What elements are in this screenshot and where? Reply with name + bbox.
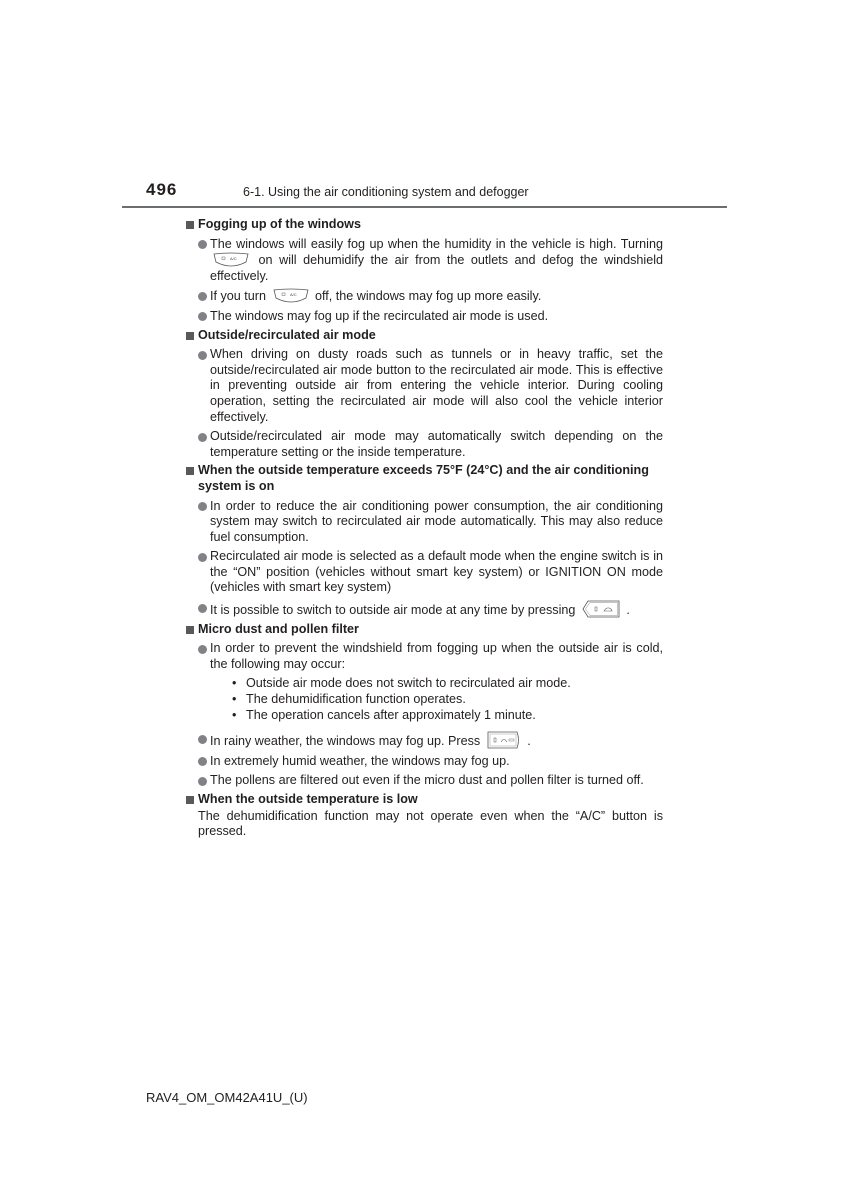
bullet-text: In rainy weather, the windows may fog up. Press [210, 734, 481, 749]
page-number: 496 [146, 180, 178, 199]
bullet-micro-dust-2 [186, 731, 663, 750]
bullet-micro-dust-1 [186, 641, 663, 723]
bullet-fogging-1 [186, 237, 663, 285]
bullet-text: It is possible to switch to outside air mode at any time by pressing [210, 603, 576, 618]
bullet-text: If you turn [210, 289, 267, 304]
bullet-text: off, the windows may fog up more easily. [315, 289, 542, 304]
bullet-text: . [527, 734, 531, 749]
heading-fogging: Fogging up of the windows [186, 217, 663, 233]
ac-button-label: A/C [230, 256, 237, 262]
heading-high-temp: When the outside temperature exceeds 75°F (24°C) and the air conditioning system is on [186, 463, 663, 494]
outside-air-button-icon [582, 600, 620, 618]
ac-button-label: A/C [289, 292, 297, 298]
heading-recirc: Outside/recirculated air mode [186, 328, 663, 344]
bullet-text: . [626, 603, 630, 618]
bullet-micro-dust-4: The pollens are filtered out even if the micro dust and pollen filter is turned off. [186, 773, 663, 789]
ac-button-icon [273, 288, 309, 304]
bullet-fogging-3: The windows may fog up if the recirculated air mode is used. [186, 309, 663, 325]
bullet-recirc-1: When driving on dusty roads such as tunnels or in heavy traffic, set the outside/recirculated air mode button to the recirculated air mode. This is effective in preventing outside air from entering the vehicle interior. During cooling operation, setting the recirculated air mode will also cool the vehicle interior effectively. [186, 347, 663, 425]
bullet-high-temp-1: In order to reduce the air conditioning power consumption, the air conditioning system may switch to recirculated air mode automatically. This may also reduce fuel consumption. [186, 499, 663, 546]
bullet-fogging-2 [186, 288, 663, 305]
bullet-high-temp-3 [186, 600, 663, 619]
list-item: • Outside air mode does not switch to recirculated air mode. [210, 676, 663, 692]
sub-list [210, 676, 663, 723]
ac-button-icon [213, 252, 249, 268]
section-title: 6-1. Using the air conditioning system and defogger [243, 185, 529, 199]
bullet-recirc-2: Outside/recirculated air mode may automatically switch depending on the temperature setting or the inside temperature. [186, 429, 663, 460]
header-divider [122, 206, 727, 208]
page-content [186, 214, 663, 840]
document-code: RAV4_OM_OM42A41U_(U) [146, 1090, 308, 1105]
bullet-micro-dust-3: In extremely humid weather, the windows may fog up. [186, 754, 663, 770]
bullet-high-temp-2: Recirculated air mode is selected as a default mode when the engine switch is in the “ON” position (vehicles without smart key system) or IGNITION ON mode (vehicles with smart key system) [186, 549, 663, 596]
heading-low-temp: When the outside temperature is low [186, 792, 663, 808]
heading-micro-dust: Micro dust and pollen filter [186, 622, 663, 638]
bullet-text: In order to prevent the windshield from fogging up when the outside air is cold, the following may occur: [210, 641, 663, 671]
list-item: • The operation cancels after approximately 1 minute. [210, 708, 663, 724]
list-item: • The dehumidification function operates. [210, 692, 663, 708]
front-defogger-button-icon [487, 731, 521, 749]
bullet-text: The windows will easily fog up when the humidity in the vehicle is high. Turning [210, 236, 663, 251]
bullet-text: on will dehumidify the air from the outlets and defog the windshield effectively. [210, 253, 664, 283]
paragraph-low-temp: The dehumidification function may not operate even when the “A/C” button is pressed. [198, 808, 663, 839]
